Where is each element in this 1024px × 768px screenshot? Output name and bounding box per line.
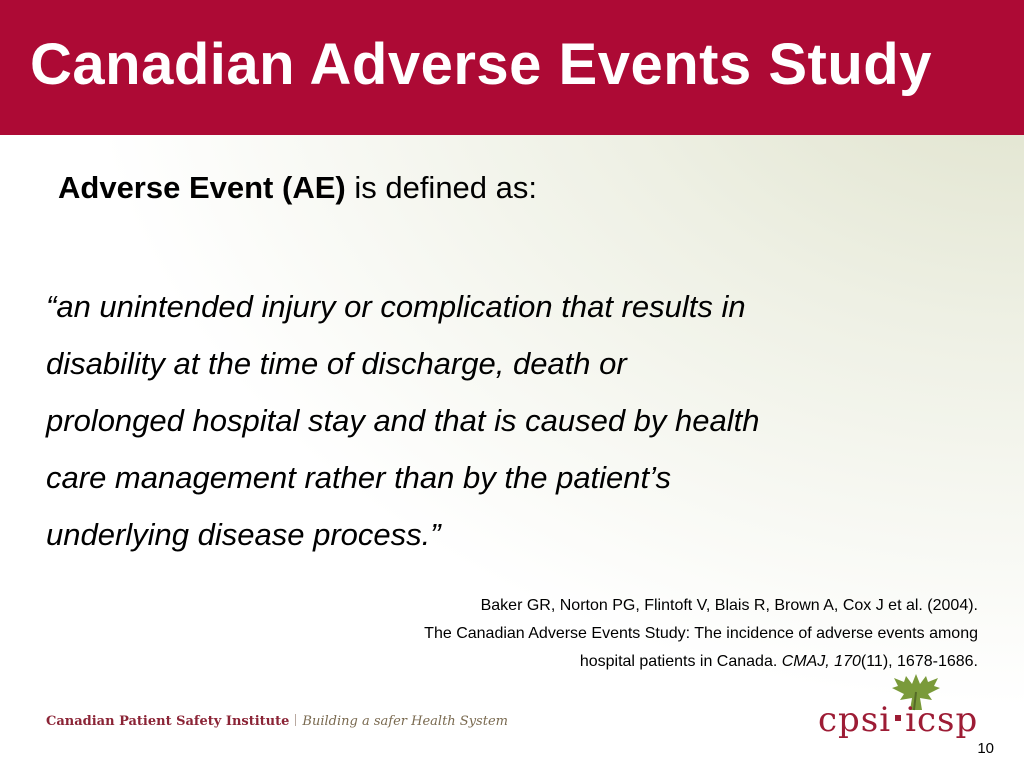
page-number: 10 [977,740,994,757]
citation-suffix: (11), 1678-1686. [860,653,978,670]
ae-rest: is defined as: [345,170,538,205]
quote-line: care management rather than by the patient’s [46,460,671,495]
citation-line-2: The Canadian Adverse Events Study: The incidence of adverse events among [424,625,978,642]
title-bar [0,0,1024,135]
logo-wordmark [818,700,978,740]
quote-line: underlying disease process.” [46,517,441,552]
definition-intro [58,166,537,210]
citation-prefix: hospital patients in Canada. [579,653,782,670]
organization-tagline: Building a safer Health System [302,714,508,729]
logo-icsp: icsp [905,700,979,740]
quote-line: disability at the time of discharge, death or [46,346,627,381]
ae-term: Adverse Event (AE) [58,170,346,205]
citation [424,592,978,676]
citation-journal: CMAJ, 170 [781,653,861,670]
slide-title: Canadian Adverse Events Study [30,32,932,97]
cpsi-logo [818,672,982,744]
definition-quote [46,278,996,563]
logo-cpsi: cpsi [818,700,892,740]
footer-divider [295,714,296,726]
quote-line: “an unintended injury or complication that results in [46,289,746,324]
footer-branding [46,714,508,729]
quote-line: prolonged hospital stay and that is caused by health [46,403,760,438]
citation-line-1: Baker GR, Norton PG, Flintoft V, Blais R, Brown A, Cox J et al. (2004). [480,597,978,614]
organization-name: Canadian Patient Safety Institute [46,714,290,729]
logo-dot [895,715,901,721]
